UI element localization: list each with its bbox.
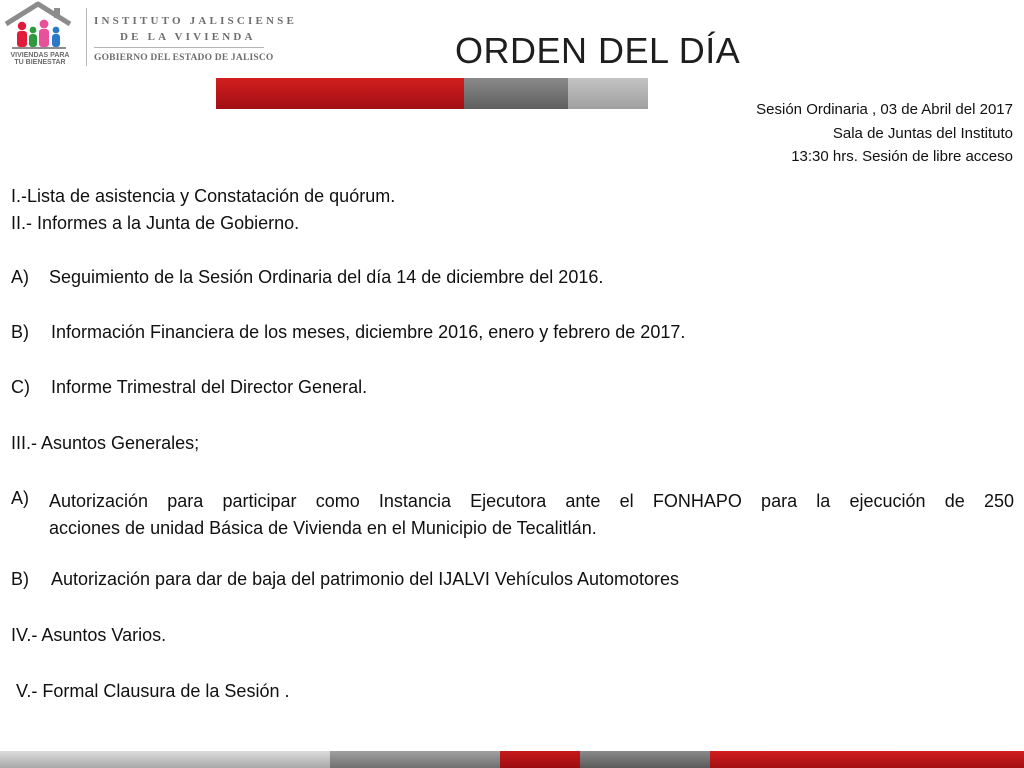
footer-band-light-gray xyxy=(0,751,330,768)
list-marker: C) xyxy=(11,377,30,397)
list-marker: A) xyxy=(11,267,29,287)
agenda-item-1: I.-Lista de asistencia y Constatación de quórum. xyxy=(11,186,396,206)
header-band-red xyxy=(216,78,464,109)
institute-rule xyxy=(94,47,264,48)
institute-name-line2: DE LA VIVIENDA xyxy=(120,31,256,43)
session-time: 13:30 hrs. Sesión de libre acceso xyxy=(791,148,1013,165)
agenda-item-2: II.- Informes a la Junta de Gobierno. xyxy=(11,213,300,233)
house-family-icon xyxy=(0,0,80,56)
footer-band-dark-gray xyxy=(580,751,710,768)
footer-band-red xyxy=(500,751,580,768)
agenda-item-5: V.- Formal Clausura de la Sesión . xyxy=(11,681,290,701)
list-marker: A) xyxy=(11,488,29,508)
header-band-dark-gray xyxy=(464,78,568,109)
list-marker: B) xyxy=(11,569,29,589)
logo-caption-line1: VIVIENDAS PARA xyxy=(10,52,70,59)
list-text-line1: Autorización para participar como Instancia Ejecutora ante el FONHAPO para la ejecución de 250 xyxy=(49,491,1014,511)
list-text: Autorización para dar de baja del patrimonio del IJALVI Vehículos Automotores xyxy=(51,569,680,589)
session-location: Sala de Juntas del Instituto xyxy=(832,124,1013,142)
agenda-item-3: III.- Asuntos Generales; xyxy=(11,433,200,453)
list-text: Seguimiento de la Sesión Ordinaria del día 14 de diciembre del 2016. xyxy=(49,267,604,287)
institute-logo xyxy=(0,0,80,72)
list-text: Informe Trimestral del Director General. xyxy=(51,377,368,397)
logo-caption xyxy=(6,52,74,66)
session-info xyxy=(756,98,1013,169)
list-text-block xyxy=(49,488,1014,542)
institute-name-line1: INSTITUTO JALISCIENSE xyxy=(94,15,298,27)
footer-band-red-right xyxy=(710,751,1024,768)
logo-divider xyxy=(86,8,87,66)
logo-caption-line2: TU BIENESTAR xyxy=(14,59,66,66)
list-text-line2: acciones de unidad Básica de Vivienda en el Municipio de Tecalitlán. xyxy=(49,518,597,538)
agenda-item-4: IV.- Asuntos Varios. xyxy=(11,625,167,645)
header-band-light-gray xyxy=(568,78,648,109)
government-name: GOBIERNO DEL ESTADO DE JALISCO xyxy=(94,53,274,63)
page-title: ORDEN DEL DÍA xyxy=(455,30,741,71)
list-text: Información Financiera de los meses, diciembre 2016, enero y febrero de 2017. xyxy=(51,322,686,342)
session-date: Sesión Ordinaria , 03 de Abril del 2017 xyxy=(756,101,1013,118)
list-marker: B) xyxy=(11,322,29,342)
footer-band-gray xyxy=(330,751,500,768)
